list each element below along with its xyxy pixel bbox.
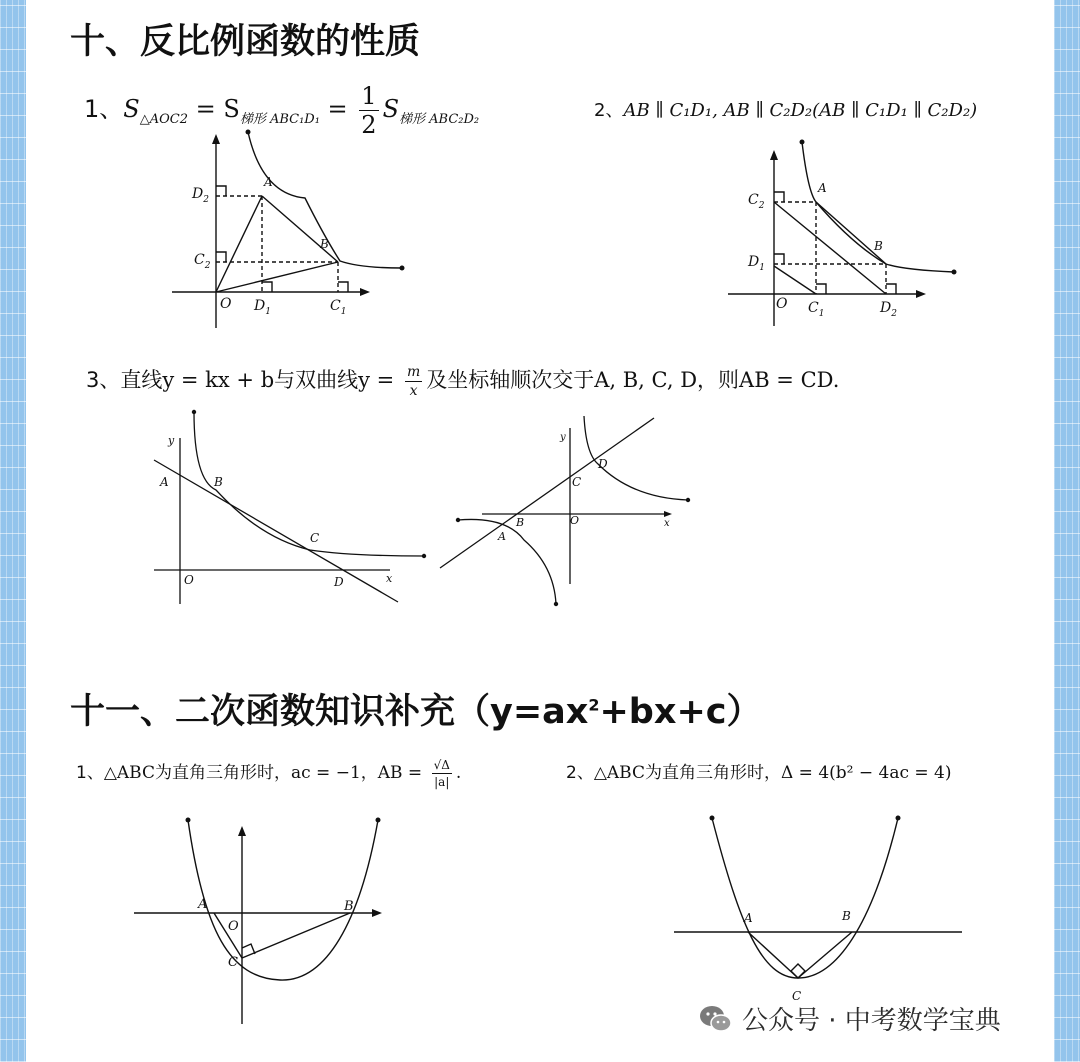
label-C2: $C_2$ [194,252,211,271]
label-D1: $D_1$ [748,254,765,273]
quadratic-property-2: 2、△ABC为直角三角形时，Δ = 4(b² − 4ac = 4) [566,763,952,783]
y-axis-arrow [770,150,778,160]
hyperbola [194,412,424,556]
curve-end-dot [456,518,460,522]
label-x: x [386,572,393,585]
curve-end-dot [422,554,426,558]
label-C1: $C_1$ [808,300,825,319]
y-axis-arrow [212,134,220,144]
figure-3-line-hyperbola-q1 [150,408,430,608]
right-border-pattern [1054,0,1080,1062]
right-angle-C1 [338,282,348,292]
curve-end-dot [400,266,405,271]
label-A: A [498,530,506,543]
curve-end-dot [192,410,196,414]
label-O: O [220,296,232,312]
fraction-one-half: $\frac{1}{2}$ [361,82,377,139]
label-x: x [664,518,670,529]
label-O: O [570,514,580,527]
label-C: C [572,475,582,489]
label-C: C [310,531,320,545]
right-angle-C2 [216,252,226,262]
hyperbola-lower [458,519,556,604]
figure-2-parallel-segments [726,138,966,338]
segment-OC [216,262,338,292]
x-axis-arrow [372,909,382,917]
label-B: B [344,899,354,914]
label-C: C [792,989,802,1003]
label-A: A [818,181,827,195]
label-B: B [874,239,883,253]
quadratic-property-1: 1、△ABC为直角三角形时，ac = −1，AB = $\frac{√\Delta}{|a|}$ . [76,758,462,789]
right-angle-D1 [262,282,272,292]
figure-6-parabola-isosceles-right [672,814,968,1006]
segment-CB [798,932,852,978]
curve-end-dot [800,140,805,145]
curve-end-dot [376,818,381,823]
label-B: B [214,475,223,489]
property-2-formula: 2、AB ∥ C₁D₁, AB ∥ C₂D₂(AB ∥ C₁D₁ ∥ C₂D₂) [594,100,978,121]
fraction-sqrt-delta-over-abs-a: $\frac{√\Delta}{|a|}$ [433,758,450,789]
label-D1: $D_1$ [254,298,271,317]
y-axis-arrow [238,826,246,836]
x-axis-arrow [360,288,370,296]
segment-D1C1 [774,266,816,294]
label-y: y [168,434,175,447]
label-D2: $D_2$ [880,300,897,319]
left-border-pattern [0,0,26,1062]
label-O: O [228,919,239,934]
label-D: D [334,575,344,589]
label-y: y [560,432,566,443]
watermark-text: 公众号 · 中考数学宝典 [742,1006,1001,1036]
curve-end-dot [246,130,251,135]
label-B: B [842,909,851,923]
x-axis-arrow [664,511,672,517]
property-3-text: 3、直线y = kx + b与双曲线y = $\frac{m}{x}$ 及坐标轴顺次交于A, B, C, D，则AB = CD. [86,364,840,399]
section-heading-inverse-proportion: 十、反比例函数的性质 [70,22,421,62]
label-C2: $C_2$ [748,192,765,211]
x-axis-arrow [916,290,926,298]
right-angle-C [242,944,255,954]
figure-1-inverse-trapezoid [170,128,410,338]
right-angle-C [791,964,805,978]
curve-end-dot [896,816,901,821]
curve-end-dot [186,818,191,823]
figure-5-parabola-right-triangle [130,812,390,1028]
curve-end-dot [952,270,957,275]
curve-end-dot [554,602,558,606]
straight-line [440,418,654,568]
right-angle-D2 [216,186,226,196]
segment-C2D2 [774,202,886,294]
figure-4-line-hyperbola-q1-q3 [436,412,696,612]
label-B: B [320,237,329,251]
label-O: O [184,573,194,587]
watermark [698,1000,1001,1037]
parabola [712,818,898,978]
label-B: B [516,516,525,529]
curve-end-dot [686,498,690,502]
wechat-icon [698,1001,734,1037]
right-angle-C2 [774,192,784,202]
section-heading-quadratic: 十一、二次函数知识补充$(y=ax^2+bx+c)$ [70,692,762,732]
segment-AB [262,196,338,262]
segment-OA [216,196,262,292]
label-A: A [198,897,208,912]
right-angle-C1 [816,284,826,294]
label-O: O [776,296,788,312]
property-1-formula: 1、$S_{\triangle AOC2} = S_{梯形 ABC_1D_1}$ = $\frac{1}{2}$ $S_{梯形 ABC_2D_2}$ [84,82,480,139]
label-A: A [160,475,169,489]
curve-end-dot [710,816,715,821]
label-C: C [228,955,238,970]
right-angle-D1 [774,254,784,264]
label-C1: $C_1$ [330,298,347,317]
segment-AB [816,202,886,264]
fraction-m-over-x: $\frac{m}{x}$ [406,364,421,399]
label-A: A [744,911,753,925]
label-D: D [598,457,608,471]
label-A: A [264,175,273,189]
segment-CB [242,913,350,958]
right-angle-D2 [886,284,896,294]
label-D2: $D_2$ [192,186,209,205]
